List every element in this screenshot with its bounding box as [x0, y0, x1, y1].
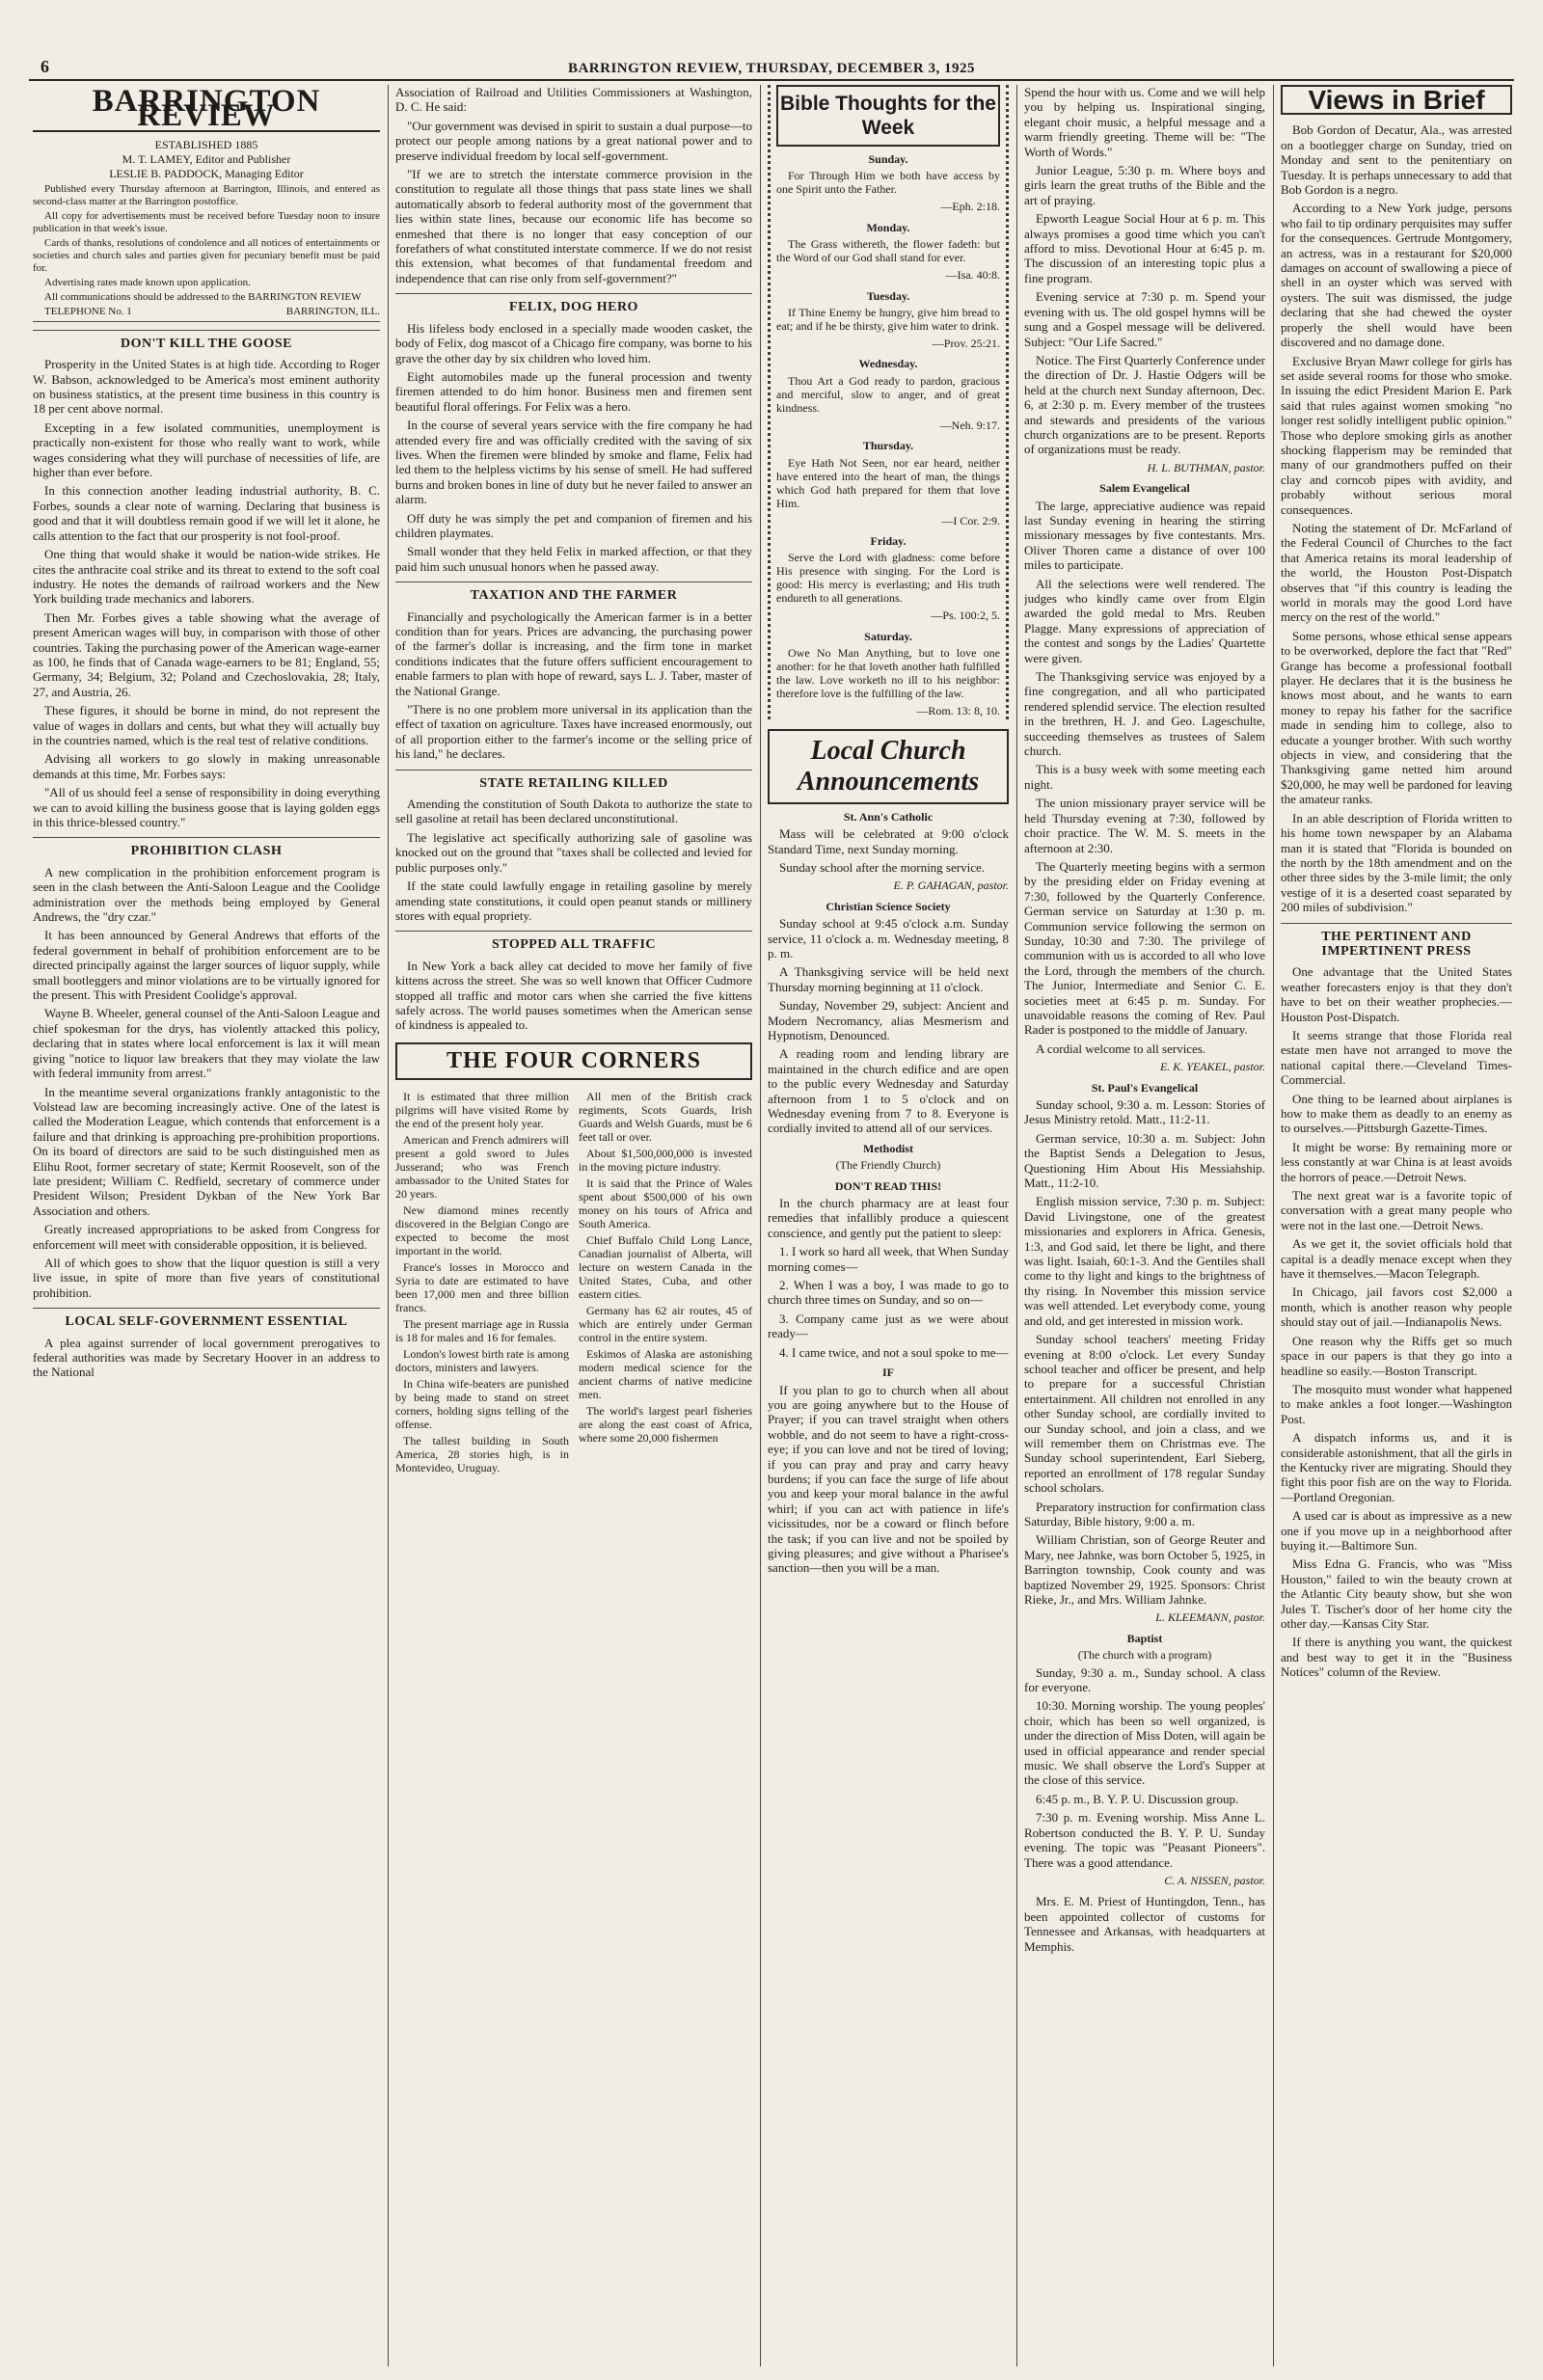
news-item: Mrs. E. M. Priest of Huntingdon, Tenn., has been appointed collector of customs for Tennessee and Arkansas, with headquarters at Memphis. — [1024, 1894, 1265, 1954]
church-paragraph: The Quarterly meeting begins with a sermon by the presiding elder on Friday evening at 7:30, followed by the Quarterly Conference. German service on Saturday at 1:30 p. m. Communion service following the sermon on Sunday, 10:30 and 7:30. The privilege of communion with us is accorded to all who love the Lord, through the members of the church. The Junior, Intermediate and Senior C. E. societies meet at 6:45 p. m. Sunday. For unavoidable reasons the coming of Rev. Paul Rader is postponed to the middle of January. — [1024, 858, 1265, 1038]
article-title: STOPPED ALL TRAFFIC — [395, 931, 752, 952]
article-paragraph: In the course of several years service with the fire company he had attended every fire and was officially credited with the saving of six lives. When the firemen were blinded by smoke and flame, Felix had led them to the helpless victims by his sense of smell. He had suffered burns and broken bones in line of duty but he never failed to answer an alarm. — [395, 418, 752, 507]
church-name: Christian Science Society — [826, 899, 951, 913]
editorial-paragraph: Some persons, whose ethical sense appears to be overworked, deplore the fact that "Red" Grange has become a professional football player. He declares that it is the business he knows most about, and he wants to earn money to repay his father for the sacrifice made in sending him to college, also to educate a younger brother. With such worthy objects in view, and considering that the Thanksgiving game netted him around $20,000, he may well be pardoned for leaving the amateur ranks. — [1281, 628, 1512, 807]
bible-reference: —Prov. 25:21. — [932, 337, 1000, 351]
news-item: It is said that the Prince of Wales spent about $500,000 of his own money on his tours of Africa and South America. — [579, 1176, 752, 1231]
bible-verse: Serve the Lord with gladness: come before His presence with singing. For the Lord is good: His mercy is everlasting; and His truth endureth to all generations. — [776, 551, 1000, 606]
column-3 — [768, 85, 1009, 2366]
editorial-paragraph: According to a New York judge, persons who fail to tip ordinary perquisites may suffer for the consequences. Gertrude Montgomery, an actress, was in a restaurant for $20,000 damages on account of swallowing a piece of shell in an oyster which was served with oysters. The suit was dismissed, the judge declaring that she had chewed the oyster properly the shell would have been discovered and no damage done. — [1281, 201, 1512, 350]
news-item: London's lowest birth rate is among doctors, ministers and lawyers. — [395, 1347, 569, 1375]
press-item: One thing to be learned about airplanes is how to make them as deadly to an enemy as to ourselves.—Pittsburgh Gazette-Times. — [1281, 1091, 1512, 1136]
church-paragraph: 10:30. Morning worship. The young peoples' choir, which has been so well organized, is under the direction of Miss Doten, will again be used in official appearance and render special music. We shall observe the Lord's Supper at the close of this service. — [1024, 1698, 1265, 1788]
church-name: Methodist — [863, 1141, 913, 1155]
four-corners-right — [579, 1090, 752, 1477]
column-5 — [1281, 85, 1512, 2366]
news-item: All men of the British crack regiments, Scots Guards, Irish Guards and Welsh Guards, must be 6 feet tall or over. — [579, 1090, 752, 1145]
article-paragraph: Greatly increased appropriations to be asked from Congress for enforcement will meet with considerable opposition, it is believed. — [33, 1222, 380, 1252]
article-paragraph: Excepting in a few isolated communities, unemployment is practically non-existent for those who really want to work, while wages considering what they will purchase of necessities of life, are higher than ever before. — [33, 419, 380, 480]
pastor-signature: E. K. YEAKEL, pastor. — [1159, 1060, 1265, 1074]
church-paragraph: All the selections were well rendered. The judges who kindly came over from Elgin awarded the gold medal to Mrs. Reuben Plagge. Many expressions of appreciation of the contest and songs by the Ladies' Quartette were given. — [1024, 576, 1265, 665]
church-name: St. Paul's Evangelical — [1091, 1080, 1199, 1095]
editorial-paragraph: Noting the statement of Dr. McFarland of the Federal Council of Churches to the fact that America retains its moral leadership of the world, the Houston Post-Dispatch observes that "if this country is leading the world in morals may the good Lord have mercy on the rest of the world." — [1281, 520, 1512, 625]
editorial-paragraph: In an able description of Florida written to his home town newspaper by an Alabama man it is stated that "Florida is bounded on the north by the 18th amendment and on the other three sides by the 3-mile limit; the only vestige of it is a deserted coast separated by 200 miles of subdivision." — [1281, 810, 1512, 915]
church-paragraph: Notice. The First Quarterly Conference under the direction of Dr. J. Hastie Odgers will be held at the church next Sunday afternoon, Dec. 6, at 2:30 p. m. Every member of the trustees and stewards and presidents of the various church organizations are to be present. Reports of organizations must be ready. — [1024, 352, 1265, 457]
church-paragraph: Epworth League Social Hour at 6 p. m. This always promises a good time which you can't afford to miss. Devotional Hour at 6:45 p. m. The discussion of an interesting topic plus a fine program. — [1024, 211, 1265, 285]
church-paragraph: Evening service at 7:30 p. m. Spend your evening with us. The old gospel hymns will be sung and a Gospel message will be delivered. Subject: "Our Life Sacred." — [1024, 289, 1265, 349]
masthead-communications: All communications should be addressed to the BARRINGTON REVIEW — [44, 290, 362, 303]
masthead-published: Published every Thursday afternoon at Barrington, Illinois, and entered as second-class matter at the Barrington postoffice. — [33, 182, 380, 207]
running-head: BARRINGTON REVIEW, THURSDAY, DECEMBER 3, 1925 — [567, 61, 976, 76]
article-paragraph: Amending the constitution of South Dakota to authorize the state to sell gasoline at retail has been declared unconstitutional. — [395, 797, 752, 826]
pastor-signature: L. KLEEMANN, pastor. — [1155, 1610, 1265, 1625]
church-paragraph: 1. I work so hard all week, that When Sunday morning comes— — [768, 1244, 1009, 1274]
page-number: 6 — [41, 57, 50, 76]
news-item: In China wife-beaters are punished by being made to stand on street corners, holding signs telling of the offense. — [395, 1377, 569, 1432]
church-paragraph: This is a busy week with some meeting each night. — [1024, 762, 1265, 792]
bible-day-label: Saturday. — [864, 629, 912, 643]
article-paragraph: "All of us should feel a sense of responsibility in doing everything we can to avoid killing the business goose that is laying golden eggs in this thrice-blessed country." — [33, 785, 380, 829]
masthead-ad-deadline: All copy for advertisements must be received before Tuesday noon to insure publication in that week's issue. — [33, 209, 380, 234]
masthead-established: ESTABLISHED 1885 — [154, 137, 258, 151]
bible-reference: —Ps. 100:2, 5. — [931, 609, 1000, 623]
church-paragraph: 6:45 p. m., B. Y. P. U. Discussion group. — [1036, 1791, 1239, 1806]
press-item: As we get it, the soviet officials hold that capital is a deadly menace except when they have it themselves.—Macon Telegraph. — [1281, 1236, 1512, 1282]
press-item: It might be worse: By remaining more or less constantly at war China is at least avoids the horrors of peace.—Detroit News. — [1281, 1139, 1512, 1184]
editorial-paragraph: Bob Gordon of Decatur, Ala., was arrested on a bootlegger charge on Sunday, tried on Monday and sent to the penitentiary on Tuesday. It is perhaps unnecessary to add that Bob Gordon is a negro. — [1281, 122, 1512, 198]
masthead-managing-editor: LESLIE B. PADDOCK, Managing Editor — [109, 166, 304, 180]
column-2 — [395, 85, 752, 2366]
church-paragraph: If you plan to go to church when all about you are going anywhere but to the House of Prayer; if you can travel straight when others wobble, and do not seem to have a right-cross-eye; if you can love and not be tired of loving; if you can pray and pray and carry heavy burdens; if you can face the surge of life about you and keep your moral balance in the awful whirl; if you can act with patience in life's vicissitudes, nor be a coward or flinch before the task; if you can live and not be spoiled by giving pleasures; and give without a Pharisee's sanction—then you will be a man. — [768, 1382, 1009, 1576]
article-title: STATE RETAILING KILLED — [395, 770, 752, 791]
pastor-signature: E. P. GAHAGAN, pastor. — [893, 879, 1009, 893]
bible-reference: —I Cor. 2:9. — [941, 513, 1000, 527]
article-paragraph: A plea against surrender of local government prerogatives to federal authorities was made by Secretary Hoover in an address to the National — [33, 1335, 380, 1380]
news-item: It is estimated that three million pilgrims will have visited Rome by the end of the present holy year. — [395, 1090, 569, 1131]
article-paragraph: Prosperity in the United States is at high tide. According to Roger W. Babson, acknowledged to be America's most eminent authority on business statistics, at the present time business in this country is 18 per cent above normal. — [33, 357, 380, 417]
column-rule — [388, 85, 389, 2366]
bible-verse: Eye Hath Not Seen, nor ear heard, neither have entered into the heart of man, the things which God hath prepared for them that love Him. — [776, 455, 1000, 510]
news-item: The tallest building in South America, 28 stories high, is in Montevideo, Uruguay. — [395, 1434, 569, 1475]
pastor-signature: H. L. BUTHMAN, pastor. — [1147, 460, 1265, 474]
church-paragraph: Sunday, November 29, subject: Ancient and Modern Necromancy, alias Mesmerism and Hypnotism, Denounced. — [768, 998, 1009, 1042]
press-item: A used car is about as impressive as a new one if you move up in a neighborhood after buying it.—Baltimore Sun. — [1281, 1508, 1512, 1553]
views-in-brief-title: Views in Brief — [1281, 85, 1512, 115]
press-item: Miss Edna G. Francis, who was "Miss Houston," failed to win the beauty crown at the Atlantic City beauty show, but she won Jules T. Tischer's door of her home city the other day.—Kansas City Star. — [1281, 1556, 1512, 1631]
article-paragraph: Eight automobiles made up the funeral procession and twenty firemen attended to do him honor. Business men and firemen sent beautiful floral offerings. For Felix was a hero. — [395, 368, 752, 414]
press-item: One reason why the Riffs get so much space in our papers is that they go into a headline so easily.—Boston Transcript. — [1281, 1333, 1512, 1378]
church-paragraph: Preparatory instruction for confirmation class Saturday, Bible history, 9:00 a. m. — [1024, 1499, 1265, 1528]
pastor-signature: C. A. NISSEN, pastor. — [1164, 1873, 1265, 1887]
church-paragraph: The large, appreciative audience was repaid last Sunday evening in hearing the stirring missionary messages by five contestants. Mrs. Oliver Thoren came a distance of over 100 miles to participate. — [1024, 498, 1265, 573]
church-paragraph: In the church pharmacy are at least four remedies that infallibly produce a quiescent conscience, and gently put the patient to sleep: — [768, 1196, 1009, 1240]
church-paragraph: A cordial welcome to all services. — [1036, 1041, 1206, 1056]
bible-thoughts-box — [768, 85, 1009, 719]
article-paragraph: Association of Railroad and Utilities Commissioners at Washington, D. C. He said: — [395, 85, 752, 115]
column-rule — [1016, 85, 1017, 2366]
article-title: PROHIBITION CLASH — [33, 837, 380, 858]
church-paragraph: Sunday school teachers' meeting Friday evening at 8:00 o'clock. Let every Sunday school teacher and officer be present, and help to prepare for a successful Christian entertainment. All children not enrolled in any other Sunday school, are cordially invited to our Sunday school, and join a class, and we will remember them on Christmas eve. The Sunday school superintendent, Earl Sieberg, reported an enrollment of 178 regular Sunday school scholars. — [1024, 1332, 1265, 1496]
news-item: The world's largest pearl fisheries are along the east coast of Africa, where some 20,000 fishermen — [579, 1404, 752, 1446]
column-1 — [33, 85, 380, 2366]
church-paragraph: The union missionary prayer service will be held Thursday evening at 7:30, followed by choir practice. The W. M. S. meets in the afternoon at 2:30. — [1024, 796, 1265, 855]
article-paragraph: His lifeless body enclosed in a specially made wooden casket, the body of Felix, dog mascot of a Chicago fire company, was borne to his grave the other day by six children who loved him. — [395, 320, 752, 365]
church-paragraph: Mass will be celebrated at 9:00 o'clock Standard Time, next Sunday morning. — [768, 826, 1009, 856]
news-item: About $1,500,000,000 is invested in the moving picture industry. — [579, 1147, 752, 1175]
article-paragraph: In this connection another leading industrial authority, B. C. Forbes, sounds a clear note of warning. Declaring that business is good and that it will doubtless remain good if we will let it alone, he calls attention to the fact that our prosperity is not fool-proof. — [33, 483, 380, 543]
bible-verse: Thou Art a God ready to pardon, gracious and merciful, slow to anger, and of great kindness. — [776, 373, 1000, 415]
column-rule — [760, 85, 761, 2366]
press-items — [1281, 964, 1512, 1679]
masthead-title: BARRINGTON REVIEW — [33, 95, 380, 132]
press-item: If there is anything you want, the quickest and best way to get it in the "Business Notices" column of the Review. — [1281, 1635, 1512, 1680]
four-corners-left — [395, 1090, 569, 1477]
press-item: It seems strange that those Florida real estate men have not arranged to move the national capital there.—Cleveland Times-Commercial. — [1281, 1027, 1512, 1088]
news-item: New diamond mines recently discovered in the Belgian Congo are expected to become the most important in the world. — [395, 1204, 569, 1258]
bible-days — [776, 152, 1000, 719]
article-paragraph: Small wonder that they held Felix in marked affection, or that they paid him such unusual honors when he passed away. — [395, 544, 752, 574]
article-paragraph: Advising all workers to go slowly in making unreasonable demands at this time, Mr. Forbes says: — [33, 751, 380, 781]
church-paragraph: 2. When I was a boy, I was made to go to church three times on Sunday, and so on— — [768, 1278, 1009, 1308]
bible-reference: —Rom. 13: 8, 10. — [916, 704, 1000, 718]
church-paragraph: 7:30 p. m. Evening worship. Miss Anne L. Robertson conducted the B. Y. P. U. Sunday evening. The topic was "Peasant Pioneers". There was a good attendance. — [1024, 1810, 1265, 1870]
press-item: One advantage that the United States weather forecasters enjoy is that they don't have to bet on their weather prophecies.—Houston Post-Dispatch. — [1281, 964, 1512, 1024]
article-paragraph: A new complication in the prohibition enforcement program is seen in the clash between the Anti-Saloon League and the Coolidge administration over the methods being employed by General Andrews, the "dry czar." — [33, 864, 380, 925]
church-paragraph: Sunday school at 9:45 o'clock a.m. Sunday service, 11 o'clock a. m. Wednesday meeting, 8 p. m. — [768, 916, 1009, 960]
four-corners-columns — [395, 1090, 752, 1477]
masthead-notices — [33, 183, 380, 322]
church-paragraph: 3. Company came just as we were about ready— — [768, 1311, 1009, 1341]
news-item: Eskimos of Alaska are astonishing modern medical science for the ancient charms of native medicine men. — [579, 1347, 752, 1402]
masthead-phone-line — [33, 306, 380, 322]
bible-day-label: Thursday. — [862, 439, 914, 453]
article-title: FELIX, DOG HERO — [395, 293, 752, 314]
article-paragraph: Financially and psychologically the American farmer is in a better condition than for years. Prices are advancing, the purchasing power of the farmer's dollar is increasing, and the firm tone in market conditions indicates that the future offers sufficient encouragement to enable farmers to plan with hope of reward, says L. J. Taber, master of the National Grange. — [395, 609, 752, 698]
masthead-paid-notices: Cards of thanks, resolutions of condolence and all notices of entertainments or societies and church sales and parties given for pecuniary benefit must be paid for. — [33, 236, 380, 274]
bible-reference: —Eph. 2:18. — [940, 200, 1000, 214]
article-paragraph: If the state could lawfully engage in retailing gasoline by merely amending state constitutions, it could open peanut stands or millinery stores with equal propriety. — [395, 879, 752, 923]
article-paragraph: "If we are to stretch the interstate commerce provision in the constitution to regulate all those things that pass state lines we shall automatically absorb to federal authority most of the government that lies within state lines, because our economic life has become so enmeshed that there is no longer that easy conception of our forefathers of what constituted interstate commerce. If we do not resist this extension, what becomes of that fundamental freedom and independence that can rise only from self-government?" — [395, 167, 752, 285]
bible-verse: Owe No Man Anything, but to love one another: for he that loveth another hath fulfilled the law. Love worketh no ill to his neighbor: therefore love is the fulfilling of the law. — [776, 646, 1000, 701]
article-paragraph: Off duty he was simply the pet and companion of firemen and his children playmates. — [395, 510, 752, 540]
church-announcements-title: Local Church Announcements — [768, 729, 1009, 804]
church-paragraph: A reading room and lending library are maintained in the church edifice and are open to the public every Wednesday and Saturday afternoon from 1 to 5 o'clock and on Wednesday evening from 7 to 8. Everyone is cordially invited to attend all of our services. — [768, 1046, 1009, 1136]
masthead-editor: M. T. LAMEY, Editor and Publisher — [122, 151, 291, 166]
news-item: France's losses in Morocco and Syria to date are estimated to have been 17,000 men and three billion francs. — [395, 1260, 569, 1315]
bible-reference: —Isa. 40:8. — [945, 268, 1000, 283]
church-paragraph: Sunday school after the morning service. — [779, 859, 985, 875]
editorial-paragraph: Exclusive Bryan Mawr college for girls has set aside several rooms for those who smoke. In issuing the edict President Marion E. Park said that rules against women smoking "no longer rest solidly intelligent public opinion." Those who deplore smoking girls as another shocking flapperism may be reminded that many of our grandmothers puffed on their clay and corncob pipes with avidity, and probably without serious moral consequences. — [1281, 353, 1512, 517]
bible-verse: If Thine Enemy be hungry, give him bread to eat; and if he be thirsty, give him water to drink. — [776, 306, 1000, 334]
bible-thoughts-title: Bible Thoughts for the Week — [776, 85, 1000, 147]
church-notice-head: DON'T READ THIS! — [834, 1178, 942, 1193]
bible-verse: The Grass withereth, the flower fadeth: but the Word of our God shall stand for ever. — [776, 237, 1000, 265]
article-paragraph: It has been announced by General Andrews that efforts of the federal government in behalf of prohibition enforcement are to be directed principally against the larger sources of liquor supply, while small bootleggers and minor violations are to be virtually ignored for the present. This with President Coolidge's approval. — [33, 928, 380, 1003]
church-paragraph: German service, 10:30 a. m. Subject: John the Baptist Sends a Delegation to Jesus, Questioning Him About His Messiahship. Matt., 11:2-10. — [1024, 1130, 1265, 1191]
press-item: A dispatch informs us, and it is considerable astonishment, that all the girls in the Kentucky river are migrating. Should they fight this poor fish are on the way to Florida.—Portland Oregonian. — [1281, 1430, 1512, 1504]
running-header — [29, 57, 1514, 81]
article-paragraph: The legislative act specifically authorizing sale of gasoline was knocked out on the ground that "taxes shall be collected and levied for public purposes only." — [395, 829, 752, 875]
article-paragraph: In New York a back alley cat decided to move her family of five kittens across the street. She was so well known that Officer Cudmore stopped all traffic and motor cars when she carried the five kittens safely across. The world pauses sometimes when the American sense of kindness is appealed to. — [395, 958, 752, 1033]
article-paragraph: Wayne B. Wheeler, general counsel of the Anti-Saloon League and chief spokesman for the drys, has violently attacked this policy, declaring that in states where local enforcement is lax it will mean giving "notice to liquor law breakers that they may violate the law with federal immunity from arrest." — [33, 1006, 380, 1081]
church-paragraph: Sunday, 9:30 a. m., Sunday school. A class for everyone. — [1024, 1664, 1265, 1695]
church-name: St. Ann's Catholic — [843, 809, 934, 824]
church-subtitle: (The Friendly Church) — [835, 1158, 941, 1173]
article-paragraph: "There is no one problem more universal in its application than the effect of taxation on agriculture. Taxes have increased enormously, out of all proportion either to the farmer's income or the selling price of his land," he declares. — [395, 702, 752, 762]
bible-day-label: Wednesday. — [858, 357, 918, 371]
church-paragraph: A Thanksgiving service will be held next Thursday morning beginning at 11 o'clock. — [768, 964, 1009, 994]
church-paragraph: The Thanksgiving service was enjoyed by a fine congregation, and all who participated rendered splendid service. The election resulted in the brethren, H. J. and Geo. Lageschulte, succeeding themselves as trustees of Salem church. — [1024, 669, 1265, 759]
bible-day-label: Sunday. — [868, 152, 908, 166]
press-item: The next great war is a favorite topic of conversation with a great many people who were not in the last one.—Detroit News. — [1281, 1188, 1512, 1232]
article-title: TAXATION AND THE FARMER — [395, 581, 752, 603]
bible-day-label: Tuesday. — [866, 288, 910, 303]
bible-verse: For Through Him we both have access by one Spirit unto the Father. — [776, 169, 1000, 197]
article-title: DON'T KILL THE GOOSE — [33, 330, 380, 351]
church-subtitle: (The church with a program) — [1077, 1648, 1212, 1663]
masthead-city: BARRINGTON, ILL. — [285, 305, 380, 317]
church-name: Baptist — [1126, 1631, 1163, 1645]
bible-day-label: Monday. — [866, 220, 910, 234]
press-section-title: THE PERTINENT AND IMPERTINENT PRESS — [1281, 923, 1512, 960]
church-notice-head: IF — [882, 1366, 894, 1380]
article-paragraph: In the meantime several organizations frankly antagonistic to the Volstead law are becoming increasingly active. One of the latest is called the Moderation League, which contends that enforcement is a failure and that drinking is approaching pre-prohibition proportions. On its board of directors are said to be such distinguished men as Elihu Root, former secretary of state; Kermit Roosevelt, son of the late president; William C. Redfield, secretary of commerce under President Wilson; President Dykban of the New York Bar Association and others. — [33, 1084, 380, 1218]
article-paragraph: One thing that would shake it would be nation-wide strikes. He cites the anthracite coal strike and its threat to extend to the soft coal industry. He notes the demands of railroad workers and the New York building trade mechanics and laborers. — [33, 547, 380, 607]
church-paragraph: Junior League, 5:30 p. m. Where boys and girls learn the great truths of the Bible and the art of praying. — [1024, 163, 1265, 207]
church-paragraph: 4. I came twice, and not a soul spoke to me— — [779, 1344, 1009, 1360]
article-paragraph: "Our government was devised in spirit to sustain a dual purpose—to protect our people among nations by a great national power and to preserve individual freedom by local self-government. — [395, 118, 752, 163]
press-item: The mosquito must wonder what happened to make ankles a foot longer.—Washington Post. — [1281, 1381, 1512, 1426]
news-item: The present marriage age in Russia is 18 for males and 16 for females. — [395, 1317, 569, 1345]
press-item: In Chicago, jail favors cost $2,000 a month, which is another reason why people should stay out of jail.—Indianapolis News. — [1281, 1285, 1512, 1330]
church-paragraph: Sunday school, 9:30 a. m. Lesson: Stories of Jesus Ministry retold. Matt., 11:2-11. — [1024, 1097, 1265, 1127]
masthead-rates: Advertising rates made known upon application. — [44, 276, 251, 288]
church-paragraph: English mission service, 7:30 p. m. Subject: David Livingstone, one of the greatest missionaries and explorers in Africa. Genesis, 1:3, and God said, let there be light, and there was light. Isaiah, 60:1-3. And the Gentiles shall come to thy light and kings to the brightness of thy rising. In November this mission service was well attended. Let everybody come, young and old, and get interested in mission work. — [1024, 1194, 1265, 1328]
church-name: Salem Evangelical — [1099, 481, 1190, 496]
church-paragraph: Spend the hour with us. Come and we will help you by helping us. Inspirational singing, elegant choir music, a helpful message and a warm friendly greeting. Theme will be: "The Worth of Words." — [1024, 85, 1265, 159]
article-paragraph: Then Mr. Forbes gives a table showing what the average of present American wages will buy, in comparison with those of other countries. Taking the purchasing power of the American wage-earner as 100, he finds that of Canada wage-earners to be 81; England, 55; Germany, 34; Belgium, 32; Poland and Czechoslovakia, 28; Italy, 27, and Austria, 26. — [33, 609, 380, 699]
bible-day-label: Friday. — [870, 534, 907, 549]
article-paragraph: All of which goes to show that the liquor question is still a very live issue, in spite of more than five years of constitutional prohibition. — [33, 1255, 380, 1300]
news-item: Germany has 62 air routes, 45 of which are entirely under German control in the entire system. — [579, 1304, 752, 1345]
column-rule — [1273, 85, 1274, 2366]
masthead-telephone: TELEPHONE No. 1 — [44, 305, 132, 317]
bible-reference: —Neh. 9:17. — [939, 418, 1000, 432]
column-4 — [1024, 85, 1265, 2366]
article-title: LOCAL SELF-GOVERNMENT ESSENTIAL — [33, 1308, 380, 1329]
section-heading-four-corners: THE FOUR CORNERS — [395, 1042, 752, 1080]
article-paragraph: These figures, it should be borne in mind, do not represent the value of wages in dollars and cents, but what they will actually buy in the countries named, which is the real test of relative conditions. — [33, 703, 380, 747]
news-item: Chief Buffalo Child Long Lance, Canadian journalist of Alberta, will lecture on western Canada in the United States, Cuba, and other eastern cities. — [579, 1233, 752, 1302]
church-paragraph: William Christian, son of George Reuter and Mary, nee Jahnke, was born October 5, 1925, in Barrington township, Cook county and was baptized November 29, 1925. Sponsors: Christ Rieke, Jr., and Mrs. William Jahnke. — [1024, 1532, 1265, 1607]
news-item: American and French admirers will present a gold sword to Jules Jusserand; who was French ambassador to the United States for 20 years. — [395, 1133, 569, 1202]
